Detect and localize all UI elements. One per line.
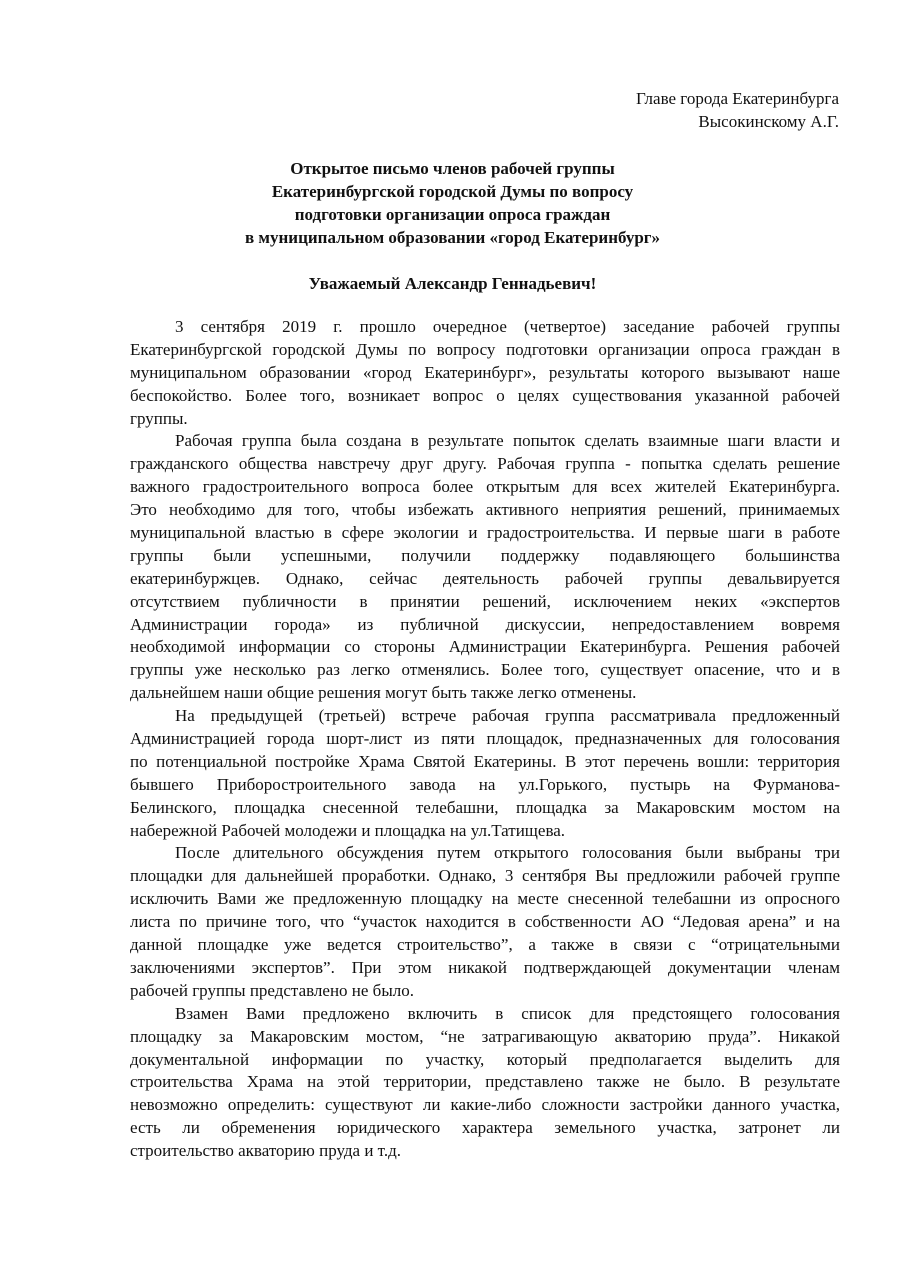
paragraph-line: набережной Рабочей молодежи и площадка на ул.Татищева. [130, 820, 566, 840]
paragraph-line: рабочей группы представлено не было. [130, 980, 414, 1000]
greeting: Уважаемый Александр Геннадьевич! [308, 274, 597, 293]
paragraph-line: муниципальной властью в сфере экологии и градостроительства. И первые шаги в работе [130, 523, 840, 543]
paragraph-line: Рабочая группа была создана в результате попыток сделать взаимные шаги власти и [175, 431, 840, 451]
paragraph-line: После длительного обсуждения путем открытого голосования были выбраны три [175, 843, 840, 863]
title-line: Екатеринбургской городской Думы по вопросу [271, 182, 634, 201]
paragraph-line: екатеринбуржцев. Однако, сейчас деятельность рабочей группы девальвируется [130, 568, 840, 588]
paragraph-line: есть ли обременения юридического характера земельного участка, затронет ли [130, 1118, 840, 1138]
paragraph-line: документальной информации по участку, который предполагается выделить для [130, 1049, 840, 1069]
paragraph-line: бывшего Приборостроительного завода на ул.Горького, пустырь на Фурманова- [130, 774, 840, 794]
paragraph [130, 842, 840, 1002]
paragraph-line: строительства Храма на этой территории, представлено также не было. В результате [130, 1072, 840, 1092]
paragraph-line: Это необходимо для того, чтобы избежать активного неприятия решений, принимаемых [130, 500, 840, 520]
title-line: в муниципальном образовании «город Екатеринбург» [244, 228, 661, 247]
paragraph-line: беспокойство. Более того, возникает вопрос о целях существования указанной рабочей [130, 385, 840, 405]
paragraph-line: данной площадке уже ведется строительство”, а также в связи с “отрицательными [130, 935, 840, 955]
paragraph-line: На предыдущей (третьей) встрече рабочая группа рассматривала предложенный [175, 706, 840, 726]
letter-body [130, 316, 840, 1163]
letter-title [130, 157, 775, 249]
paragraph-line: муниципальном образовании «город Екатеринбург», результаты которого вызывают наше [130, 362, 840, 382]
paragraph-line: Администрацией города шорт-лист из пяти площадок, предназначенных для голосования [130, 729, 840, 749]
paragraph-line: Екатеринбургской городской Думы по вопросу подготовки организации опроса граждан в [130, 339, 840, 359]
addressee-line: Главе города Екатеринбурга [636, 89, 839, 108]
paragraph [130, 705, 840, 842]
paragraph-line: по потенциальной постройке Храма Святой Екатерины. В этот перечень вошли: территория [130, 751, 840, 771]
paragraph-line: исключить Вами же предложенную площадку на месте снесенной телебашни из опросного [130, 889, 840, 909]
paragraph [130, 1003, 840, 1163]
paragraph-line: заключениями экспертов”. При этом никакой подтверждающей документации членам [130, 957, 840, 977]
paragraph-line: отсутствием публичности в принятии решений, исключением неких «экспертов [130, 591, 840, 611]
paragraph-line: важного градостроительного вопроса более открытым для всех жителей Екатеринбурга. [130, 477, 840, 497]
title-line: подготовки организации опроса граждан [294, 205, 611, 224]
title-line: Открытое письмо членов рабочей группы [290, 159, 615, 178]
paragraph [130, 430, 840, 705]
paragraph-line: Взамен Вами предложено включить в список для предстоящего голосования [175, 1003, 840, 1023]
paragraph-line: строительство акваторию пруда и т.д. [130, 1141, 401, 1161]
paragraph-line: гражданского общества навстречу друг другу. Рабочая группа - попытка сделать решение [130, 454, 840, 474]
paragraph-line: группы были успешными, получили поддержку подавляющего большинства [130, 545, 840, 565]
paragraph-line: 3 сентября 2019 г. прошло очередное (четвертое) заседание рабочей группы [175, 317, 840, 336]
paragraph-line: необходимой информации со стороны Администрации Екатеринбурга. Решения рабочей [130, 637, 840, 657]
paragraph [130, 316, 840, 430]
paragraph-line: невозможно определить: существуют ли какие-либо сложности застройки данного участка, [130, 1095, 840, 1115]
addressee-line: Высокинскому А.Г. [698, 112, 839, 131]
paragraph-line: листа по причине того, что “участок находится в собственности АО “Ледовая арена” и на [130, 912, 840, 932]
paragraph-line: группы. [130, 408, 188, 428]
paragraph-line: площадки для дальнейшей проработки. Однако, 3 сентября Вы предложили рабочей группе [130, 866, 840, 886]
paragraph-line: Белинского, площадка снесенной телебашни, площадка за Макаровским мостом на [130, 797, 840, 817]
paragraph-line: группы уже несколько раз легко отменялись. Более того, существует опасение, что и в [130, 660, 840, 680]
paragraph-line: дальнейшем наши общие решения могут быть также легко отменены. [130, 683, 637, 703]
addressee-block [636, 87, 839, 133]
paragraph-line: Администрации города» из публичной дискуссии, непредоставлением вовремя [130, 614, 840, 634]
paragraph-line: площадку за Макаровским мостом, “не затрагивающую акваторию пруда”. Никакой [130, 1026, 840, 1046]
